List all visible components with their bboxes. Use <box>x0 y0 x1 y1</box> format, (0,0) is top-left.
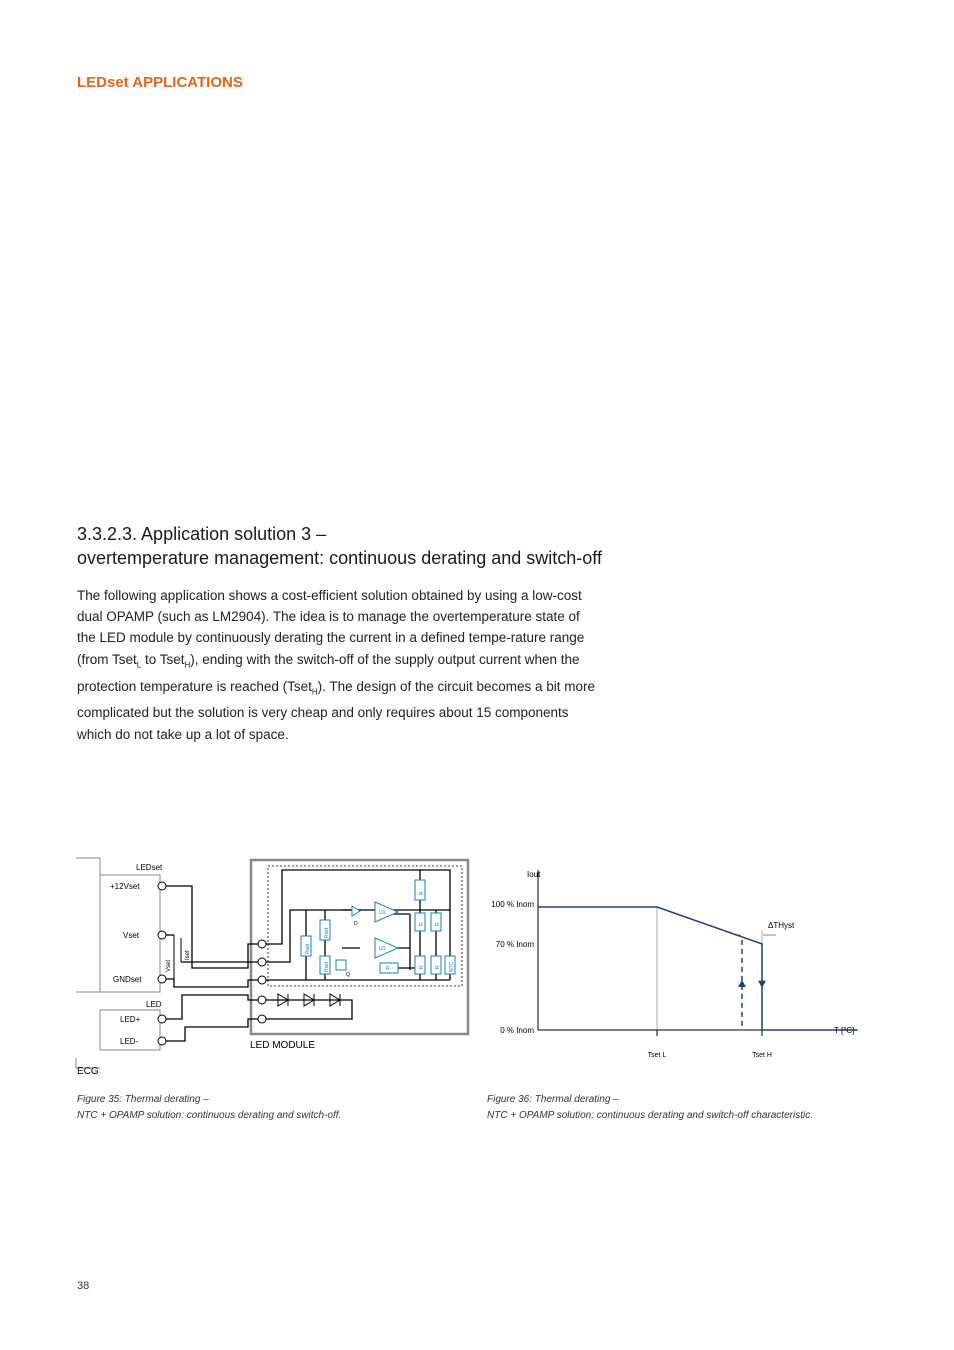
q1-label: Q <box>346 972 350 978</box>
data-point <box>656 906 658 908</box>
data-point <box>856 1029 858 1031</box>
subscript-H: H <box>311 687 318 697</box>
module-terminal <box>258 958 266 966</box>
data-point <box>761 943 763 945</box>
data-point <box>538 906 540 908</box>
r1-label: R <box>419 891 425 895</box>
y-axis-label: Iout <box>527 870 541 879</box>
u1b-label: U1 <box>379 946 386 952</box>
led-label: LED <box>146 1000 162 1009</box>
v12set-terminal <box>158 882 166 890</box>
body-paragraph <box>77 585 602 745</box>
body-text-part4: ). The design of the circuit becomes a bit more complicated but the solution is very cheap and only requires about 15 components which do not take up a lot of space. <box>77 678 596 742</box>
derating-chart <box>482 860 872 1070</box>
d1-label: D <box>354 921 358 927</box>
chart-guides <box>657 907 776 1030</box>
caption-line: NTC + OPAMP solution: continuous derating and switch-off. <box>77 1110 342 1121</box>
caption-line: Figure 35: Thermal derating – <box>77 1094 209 1105</box>
module-terminal <box>258 1015 266 1023</box>
transistor-q1 <box>336 960 346 970</box>
u1a-label: U1 <box>379 910 386 916</box>
arrow-down <box>758 981 766 988</box>
x-axis-label: T [°C] <box>834 1026 855 1035</box>
ecg-label: ECG <box>77 1066 99 1077</box>
ntc-label: NTC <box>449 961 455 972</box>
resistor-r5 <box>431 956 441 974</box>
ledminus-label: LED- <box>120 1037 139 1046</box>
body-text-part3: ), ending with the switch-off of the supply output current when the protection temperature is reached (Tset <box>77 651 580 694</box>
caption-line: NTC + OPAMP solution: continuous derating and switch-off characteristic. <box>487 1110 813 1121</box>
gndset-label: GNDset <box>113 975 142 984</box>
body-text-part1: The following application shows a cost-efficient solution obtained by using a low-cost dual OPAMP (such as LM2904). The idea is to manage the overtemperature state of the LED module by continuously derating the current in a defined tempe-rature range (from Tset <box>77 588 585 667</box>
figure-36-caption <box>487 1092 813 1124</box>
r3-label: R <box>435 922 441 926</box>
data-point <box>761 1029 763 1031</box>
circuit-svg <box>70 850 480 1080</box>
rset3-label: Rset <box>324 961 330 972</box>
caption-line: Figure 36: Thermal derating – <box>487 1094 619 1105</box>
vset-arrow-label: Vset <box>166 959 172 972</box>
page-number: 38 <box>77 1280 90 1292</box>
rset1-label: Rset <box>305 943 311 954</box>
components <box>301 880 455 974</box>
led-module-label: LED MODULE <box>250 1040 316 1051</box>
circuit-diagram <box>70 850 480 1080</box>
section-title-line2: overtemperature management: continuous derating and switch-off <box>77 548 602 568</box>
r4-label: R <box>419 965 425 969</box>
section-title-line1: 3.3.2.3. Application solution 3 – <box>77 524 327 544</box>
figure-35-caption <box>77 1092 341 1124</box>
v12set-label: +12Vset <box>110 882 140 891</box>
module-terminal <box>258 976 266 984</box>
ledplus-label: LED+ <box>120 1015 141 1024</box>
resistor-r1 <box>415 880 425 900</box>
module-terminal <box>258 940 266 948</box>
section-title <box>77 522 777 570</box>
ledminus-terminal <box>158 1037 166 1045</box>
resistor-r2 <box>415 913 425 931</box>
vset-terminal <box>158 931 166 939</box>
y-tick-0: 0 % Inom <box>500 1026 534 1035</box>
iset-arrow-label: Iset <box>185 950 191 960</box>
rset2-label: Rset <box>324 927 330 938</box>
r2-label: R <box>419 922 425 926</box>
x-tick-tset-h: Tset H <box>752 1052 772 1059</box>
ecg-frame <box>76 858 100 1068</box>
resistor-r4 <box>415 956 425 974</box>
subscript-H: H <box>184 660 191 670</box>
hysteresis-label: ΔTHyst <box>768 921 795 930</box>
vset-label: Vset <box>123 931 140 940</box>
arrow-up <box>738 980 746 987</box>
derating-chart-svg <box>482 860 872 1070</box>
ledplus-terminal <box>158 1015 166 1023</box>
body-text-part2: to Tset <box>141 651 185 667</box>
diode-d1 <box>352 906 360 916</box>
y-tick-70: 70 % Inom <box>495 939 534 949</box>
page-header: LEDset APPLICATIONS <box>77 74 243 91</box>
resistor-r3 <box>431 913 441 931</box>
r6-label: R <box>386 966 390 972</box>
gndset-terminal <box>158 975 166 983</box>
subscript-L: L <box>136 660 142 670</box>
ledset-label: LEDset <box>136 863 163 872</box>
chart-series <box>538 906 858 1031</box>
module-terminal <box>258 996 266 1004</box>
series-line <box>539 907 857 1030</box>
r5-label: R <box>435 965 441 969</box>
x-tick-tset-l: Tset L <box>647 1052 667 1059</box>
y-tick-100: 100 % Inom <box>491 900 534 909</box>
chart-axes <box>538 870 827 1036</box>
